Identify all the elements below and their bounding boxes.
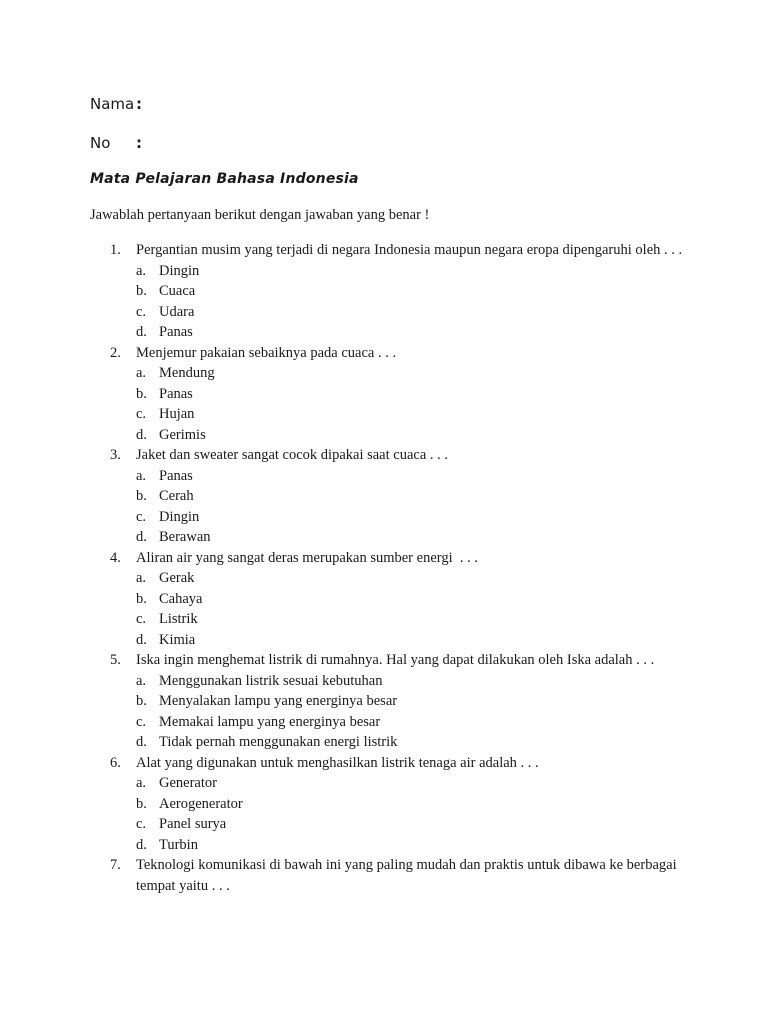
number-colon: : — [136, 134, 142, 152]
option-text: Gerak — [159, 570, 195, 586]
question-text: Alat yang digunakan untuk menghasilkan listrik tenaga air adalah . . . — [136, 754, 539, 771]
option-letter: d. — [136, 529, 147, 545]
option-text: Cerah — [159, 488, 194, 504]
question-text: Pergantian musim yang terjadi di negara Indonesia maupun negara eropa dipengaruhi oleh . . . — [136, 242, 683, 258]
question-text: Menjemur pakaian sebaiknya pada cuaca . . . — [136, 344, 397, 361]
instruction-text: Jawablah pertanyaan berikut dengan jawaban yang benar ! — [90, 207, 430, 223]
option-item — [136, 835, 690, 856]
option-letter: d. — [136, 631, 147, 648]
option-text: Cahaya — [159, 590, 203, 607]
option-text: Listrik — [159, 611, 198, 627]
option-letter: d. — [136, 734, 147, 750]
option-text: Generator — [159, 775, 217, 791]
question-item — [100, 343, 690, 446]
option-letter: d. — [136, 324, 147, 340]
option-text: Panas — [159, 385, 193, 402]
question-item — [100, 548, 690, 651]
option-text: Gerimis — [159, 426, 206, 443]
option-letter: c. — [136, 508, 147, 525]
option-item — [136, 691, 690, 712]
option-item — [136, 527, 690, 548]
option-letter: a. — [136, 672, 147, 689]
option-text: Berawan — [159, 529, 211, 545]
option-text: Dingin — [159, 262, 200, 279]
option-text: Hujan — [159, 406, 195, 422]
question-item — [100, 753, 690, 856]
option-letter: b. — [136, 795, 147, 812]
option-letter: b. — [136, 488, 147, 504]
option-item — [136, 363, 690, 384]
option-item — [136, 712, 690, 733]
question-number: 7. — [110, 857, 121, 873]
option-letter: b. — [136, 283, 147, 299]
question-text: Iska ingin menghemat listrik di rumahnya. Hal yang dapat dilakukan oleh Iska adalah . . . — [136, 652, 655, 668]
option-text: Dingin — [159, 508, 200, 525]
option-item — [136, 384, 690, 405]
option-letter: b. — [136, 385, 147, 402]
question-text: Teknologi komunikasi di bawah ini yang paling mudah dan praktis untuk dibawa ke berbagai tempat yaitu . . . — [136, 857, 677, 894]
option-item — [136, 302, 690, 323]
option-text: Kimia — [159, 631, 196, 648]
option-item — [136, 773, 690, 794]
option-text: Turbin — [159, 836, 198, 853]
option-text: Aerogenerator — [159, 795, 243, 812]
question-list — [100, 240, 690, 896]
option-item — [136, 814, 690, 835]
name-field-row — [90, 95, 142, 113]
option-item — [136, 425, 690, 446]
option-letter: b. — [136, 590, 147, 607]
option-item — [136, 609, 690, 630]
option-item — [136, 486, 690, 507]
option-letter: a. — [136, 467, 147, 484]
option-text: Cuaca — [159, 283, 196, 299]
option-item — [136, 589, 690, 610]
question-item — [100, 240, 690, 343]
question-text: Jaket dan sweater sangat cocok dipakai saat cuaca . . . — [136, 447, 449, 463]
name-colon: : — [136, 95, 142, 113]
question-number: 6. — [110, 754, 121, 771]
option-item — [136, 261, 690, 282]
number-field-row — [90, 134, 142, 152]
question-number: 3. — [110, 447, 121, 463]
option-text: Mendung — [159, 365, 215, 381]
option-letter: d. — [136, 836, 147, 853]
question-item — [100, 855, 690, 896]
option-item — [136, 630, 690, 651]
option-letter: c. — [136, 816, 147, 832]
question-number: 5. — [110, 652, 121, 668]
question-number: 1. — [110, 242, 121, 258]
option-item — [136, 671, 690, 692]
option-item — [136, 568, 690, 589]
question-item — [100, 445, 690, 548]
option-item — [136, 794, 690, 815]
option-letter: a. — [136, 775, 147, 791]
option-text: Udara — [159, 303, 195, 320]
option-letter: a. — [136, 365, 147, 381]
option-item — [136, 404, 690, 425]
option-item — [136, 466, 690, 487]
option-text: Panel surya — [159, 816, 227, 832]
option-letter: c. — [136, 713, 147, 730]
option-item — [136, 507, 690, 528]
option-letter: b. — [136, 693, 147, 709]
question-number: 2. — [110, 344, 121, 361]
question-number: 4. — [110, 549, 121, 566]
option-text: Menggunakan listrik sesuai kebutuhan — [159, 672, 383, 689]
option-letter: a. — [136, 262, 147, 279]
option-item — [136, 281, 690, 302]
option-text: Memakai lampu yang energinya besar — [159, 713, 381, 730]
option-text: Panas — [159, 324, 193, 340]
question-text: Aliran air yang sangat deras merupakan sumber energi . . . — [136, 549, 478, 566]
option-text: Menyalakan lampu yang energinya besar — [159, 693, 398, 709]
option-letter: c. — [136, 611, 147, 627]
name-label: Nama — [90, 95, 135, 113]
option-text: Tidak pernah menggunakan energi listrik — [159, 734, 398, 750]
option-letter: d. — [136, 426, 147, 443]
option-item — [136, 732, 690, 753]
option-letter: c. — [136, 303, 147, 320]
option-letter: c. — [136, 406, 147, 422]
option-letter: a. — [136, 570, 147, 586]
option-text: Panas — [159, 467, 193, 484]
subject-title: Mata Pelajaran Bahasa Indonesia — [90, 171, 359, 187]
option-item — [136, 322, 690, 343]
question-item — [100, 650, 690, 753]
number-label: No — [90, 134, 111, 152]
